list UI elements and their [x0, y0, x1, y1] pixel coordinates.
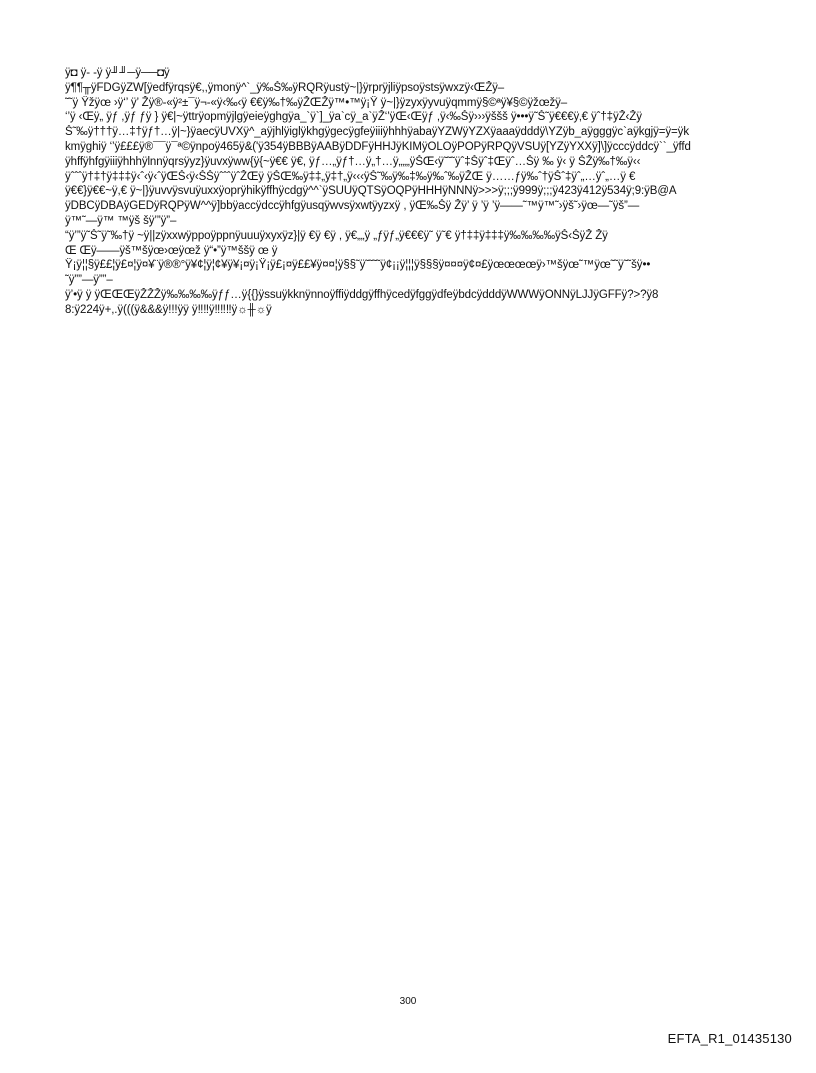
page-number: 300 — [399, 996, 417, 1007]
text-line: ÿDBCÿDBAÿGEDÿRQPÿW^^ÿ]bbÿaccÿdccÿhfgÿusqÿwvsÿxwtÿyzxÿ , ÿŒ‰Šÿ Žÿ’ ÿ ’ÿ ’ÿ——˜™ÿ™˜›ÿš˜›ÿœ—˜ÿš”— — [65, 200, 640, 213]
text-line: ÿ™˜—ÿ™ ™ÿš šÿ’”ÿ”– — [65, 214, 177, 227]
text-line: ÿ’•ÿ ÿ ÿŒŒŒÿŽŽŽÿ‰‰‰‰ÿƒƒ…ÿ{{}ÿssuÿkknÿnnoÿffiÿddgÿffhÿcedÿfggÿdfeÿbdcÿdddÿWWWÿONNÿLJJÿGFFÿ?>?ÿ8 — [65, 288, 659, 301]
text-line: Š˜‰ÿ†††ÿ…‡†ÿƒ†…ÿ|~}ÿaecÿUVXÿ^_aÿjhlÿiglÿkhgÿgecÿgfeÿiiiÿhhhÿabaÿYZWÿYZXÿaaaÿdddÿ\YZÿb_aÿgggÿc`aÿkgjÿ=ÿ=ÿk — [65, 126, 689, 139]
text-line: kmÿghiÿ ‘’ÿ£££ÿ®¯¯ÿ¯ª©ÿnpoÿ465ÿ&('ÿ354ÿBBBÿAABÿDDFÿHHJÿKIMÿOLOÿPOPÿRPQÿVSUÿ[YZÿYXXÿ]\]ÿcccÿddcÿ``_ÿffd — [65, 140, 691, 153]
text-line: “ÿ’”ÿ˜Š˜ÿ˜‰†ÿ ~ÿ||zÿxxwÿppoÿppnÿuuuÿxyxÿz}|ÿ €ÿ €ÿ , ÿ€„„ÿ „ƒÿƒ„ÿ€€€ÿ˜ ÿ˜€ ÿ†‡‡ÿ‡‡‡ÿ‰‰‰‰ÿŠ‹ŠÿŽ Žÿ — [65, 229, 608, 242]
document-id-footer: EFTA_R1_01435130 — [667, 1031, 792, 1046]
text-line: ˜˜ÿ Ÿžÿœ ›ÿ‘’ ÿ’ Žÿ®-«ÿ²±¯ÿ¬-«ÿ‹‰‹ÿ €€ÿ‰†‰ÿŽŒŽÿ™•™ÿ¡Ÿ ÿ~|}ÿzyxÿyvuÿqmmÿ§©ªÿ¥§©ÿžœžÿ– — [65, 96, 568, 109]
text-line: ÿ◘ ÿ- -ÿ ÿ╜╜─ÿ──◘ÿ — [65, 67, 170, 79]
text-line: ‘’ÿ ‹Œÿ„ ÿƒ ,ÿƒ ƒÿ } ÿ€|~ÿttrÿopmÿjlgÿeieÿghgÿa_`ÿ`]_ÿa`cÿ_a`ÿŽ‘’ÿŒ‹Œÿƒ ,ÿ‹‰Šÿ›››ÿššš ÿ•••ÿ˜Š˜ÿ€€€ÿ‚€ ÿˆ†‡ÿŽ‹Žÿ — [65, 111, 642, 124]
text-line: 8:ÿ224ÿ+,.ÿ(((ÿ&&&ÿ!!!ÿÿ ÿ‼‼ÿ‼‼‼ÿ☼╫☼ÿ — [65, 303, 272, 316]
text-line: Ÿ¡ÿ¦¦§ÿ££¦ÿ£¤¦ÿ¤¥¨ÿ®®°ÿ¥¢¦ÿ¦¢¥ÿ¥¡¤ÿ¡Ÿ¡ÿ£¡¤ÿ££¥ÿ¤¤¦ÿ§§˜ÿ˜˜˜˜ÿ¢¡¡ÿ¦¦¦ÿ§§§ÿ¤¤¤ÿ¢¤£ÿœœœœÿ›™šÿœ˜™ÿœ˜˜ÿ˜˜šÿ•• — [65, 259, 651, 272]
text-line: Œ Œÿ——ÿš™šÿœ›œÿœž ÿ“•”ÿ™ššÿ œ ÿ — [65, 244, 278, 257]
text-line: ÿˆˆˆÿ†‡†ÿ‡‡‡ÿ‹ˆ‹ÿ‹ˆÿŒŠ‹ÿ‹ŠŠÿˆˆˆÿˆŽŒÿ ÿŠŒ‰ÿ‡‡„ÿ‡†„ÿ‹‹‹ÿŠ˜‰ÿ‰‡‰ÿ‰ˆ‰ÿŽŒ ÿ……ƒÿ‰ˆ†ÿŠˆ‡ÿˆ„…ÿˆ„…ÿ € — [65, 170, 636, 183]
garbled-text-block — [65, 66, 765, 318]
text-line: ÿ¶¶╥ÿFDGÿZW[ÿedfÿrqsÿ€,,ÿmonÿ^`_ÿ‰Š‰ÿRQRÿustÿ~|}ÿrprÿjliÿpsoÿstsÿwxzÿ‹ŒŽÿ– — [65, 81, 505, 94]
text-line: ÿ€€}ÿ€€~ÿ,€ ÿ~|}ÿuvvÿsvuÿuxxÿoprÿhikÿffhÿcdgÿ^^`ÿSUUÿQTSÿOQPÿHHHÿNNNÿ>>>ÿ;;;ÿ999ÿ;;;ÿ423ÿ412ÿ534ÿ;9:ÿB@A — [65, 185, 677, 198]
text-line: ÿhffÿhfgÿiiiÿhhhÿlnnÿqrsÿyz}ÿuvxÿww{ÿ{~ÿ€€ ÿ€, ÿƒ…„ÿƒ†…ÿ„†…ÿ„„„ÿŠŒ‹ÿ˜˜˜ÿˆ‡Šÿˆ‡Œÿˆ…Šÿ ‰ ÿ‹ ÿ ŠŽÿ‰†‰ÿ‹‹ — [65, 155, 641, 168]
text-line: ˜ÿ””—ÿ””– — [65, 274, 113, 287]
